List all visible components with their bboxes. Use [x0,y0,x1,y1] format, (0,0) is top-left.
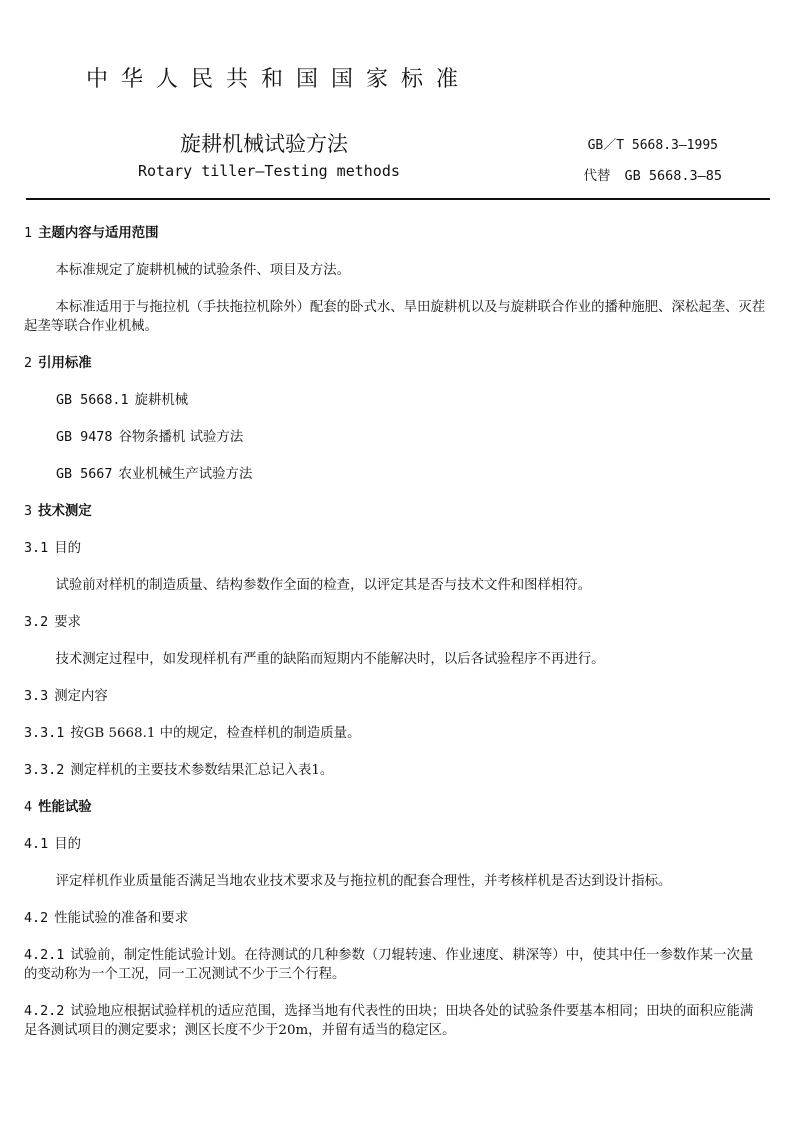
subsection-number: 3.1 [24,541,49,556]
reference-name: 谷物条播机 试验方法 [118,430,244,445]
subsection-number: 3.2 [24,615,49,630]
section-title: 主题内容与适用范围 [38,226,159,241]
section-title: 技术测定 [38,504,92,519]
subsection-heading [24,687,766,706]
clause-text: 试验地应根据试验样机的适应范围，选择当地有代表性的田块；田块各处的试验条件要基本相同；田块的面积应能满足各测试项目的测定要求；测区长度不少于20m，并留有适当的稳定区。 [24,1004,754,1038]
subsection-number: 3.3 [24,689,49,704]
clause [24,946,766,984]
section-3-heading [24,502,766,521]
subsection-heading [24,539,766,558]
subsection-heading [24,835,766,854]
paragraph: 试验前对样机的制造质量、结构参数作全面的检查，以评定其是否与技术文件和图样相符。 [55,578,592,593]
standard-code: GB／T 5668.3—1995 [587,138,718,153]
clause [24,761,766,780]
subsection-title: 性能试验的准备和要求 [54,911,189,926]
clause-text: 试验前，制定性能试验计划。在待测试的几种参数（刀辊转速、作业速度、耕深等）中，使其中任一参数作某一次量的变动称为一个工况，同一工况测试不少于三个行程。 [24,948,754,982]
paragraph: 本标准规定了旋耕机械的试验条件、项目及方法。 [55,263,351,278]
clause-number: 3.3.2 [24,763,65,778]
section-number: 2 [24,356,33,371]
reference-name: 旋耕机械 [134,393,189,408]
reference-item [56,465,766,484]
subsection-number: 4.2 [24,911,49,926]
document-body [24,224,766,1058]
clause-number: 3.3.1 [24,726,65,741]
section-title: 性能试验 [38,800,92,815]
replaces-label: 代替 [583,168,611,184]
section-number: 1 [24,226,33,241]
subsection-title: 测定内容 [54,689,108,704]
reference-name: 农业机械生产试验方法 [118,467,253,482]
header-divider [26,198,770,200]
clause [24,1002,766,1040]
national-standard-heading: 中华人民共和国国家标准 [86,67,472,92]
reference-code: GB 5668.1 [56,393,129,408]
paragraph: 评定样机作业质量能否满足当地农业技术要求及与拖拉机的配套合理性，并考核样机是否达到设计指标。 [55,874,672,889]
reference-item [56,391,766,410]
paragraph: 技术测定过程中，如发现样机有严重的缺陷而短期内不能解决时，以后各试验程序不再进行。 [55,652,605,667]
section-1-heading [24,224,766,243]
reference-item [56,428,766,447]
section-number: 4 [24,800,33,815]
subsection-heading [24,613,766,632]
subsection-title: 要求 [54,615,81,630]
section-title: 引用标准 [38,356,92,371]
section-2-heading [24,354,766,373]
clause [24,724,766,743]
paragraph: 本标准适用于与拖拉机（手扶拖拉机除外）配套的卧式水、旱田旋耕机以及与旋耕联合作业的播种施肥、深松起垄、灭茬起垄等联合作业机械。 [24,300,766,334]
clause-number: 4.2.2 [24,1004,65,1019]
standard-title-en: Rotary tiller—Testing methods [138,162,400,180]
replaces-info [583,164,722,184]
section-number: 3 [24,504,33,519]
clause-number: 4.2.1 [24,948,65,963]
reference-code: GB 9478 [56,430,113,445]
subsection-heading [24,909,766,928]
replaces-code: GB 5668.3—85 [624,168,722,184]
subsection-title: 目的 [54,541,81,556]
section-4-heading [24,798,766,817]
reference-code: GB 5667 [56,467,113,482]
clause-text: 按GB 5668.1 中的规定，检查样机的制造质量。 [70,726,361,741]
standard-title-cn: 旋耕机械试验方法 [180,132,348,156]
subsection-number: 4.1 [24,837,49,852]
subsection-title: 目的 [54,837,81,852]
clause-text: 测定样机的主要技术参数结果汇总记入表1。 [70,763,334,778]
